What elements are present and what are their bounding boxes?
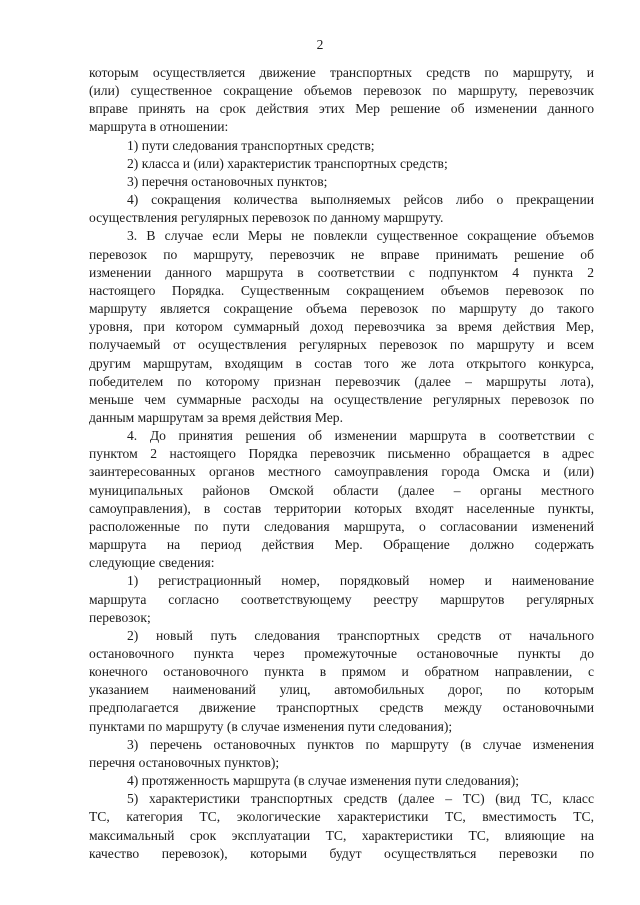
text-line: 3. В случае если Меры не повлекли существенное сокращение объемов bbox=[127, 228, 594, 244]
page-number: 2 bbox=[316, 37, 324, 52]
text-line: (или) существенное сокращение объемов перевозок по маршруту, перевозчик bbox=[89, 83, 594, 99]
text-line: уровня, при котором суммарный доход перевозчика за время действия Мер, bbox=[89, 319, 594, 335]
text-line: качество перевозок), которыми будут осуществляться перевозки по bbox=[89, 845, 594, 861]
text-line: маршрута согласно соответствующему реестру маршрутов регулярных bbox=[89, 591, 594, 607]
text-line: маршруту является сокращение объема перевозок по маршруту до такого bbox=[89, 301, 594, 317]
text-line: настоящего Порядка. Существенным сокращением объемов перевозок по bbox=[89, 282, 594, 298]
text-line: 3) перечень остановочных пунктов по маршруту (в случае изменения bbox=[127, 736, 594, 752]
text-line: указанием наименований улиц, автомобильных дорог, по которым bbox=[89, 682, 594, 698]
text-line: которым осуществляется движение транспортных средств по маршруту, и bbox=[89, 65, 594, 80]
text-line: получаемый от осуществления регулярных перевозок по маршруту и всем bbox=[89, 337, 594, 353]
text-line: маршрута на период действия Мер. Обращение должно содержать bbox=[89, 537, 594, 553]
text-line: конечного остановочного пункта в прямом и обратном направлении, с bbox=[89, 664, 594, 680]
text-line: 2) новый путь следования транспортных средств от начального bbox=[127, 627, 594, 643]
text-line: следующие сведения: bbox=[89, 555, 215, 571]
text-line: предполагается движение транспортных средств между остановочными bbox=[89, 700, 594, 716]
text-line: перевозок; bbox=[89, 609, 151, 625]
text-line: 1) регистрационный номер, порядковый номер и наименование bbox=[127, 573, 594, 589]
text-line: изменении данного маршрута в соответствии с подпунктом 4 пункта 2 bbox=[89, 264, 594, 280]
text-line: маршрута в отношении: bbox=[89, 119, 229, 135]
text-line: пунктами по маршруту (в случае изменения пути следования); bbox=[89, 718, 453, 734]
text-line: меньше чем суммарные расходы на осуществление регулярных перевозок по bbox=[89, 391, 594, 407]
document-body bbox=[89, 64, 594, 863]
text-line: 2) класса и (или) характеристик транспортных средств; bbox=[127, 155, 448, 171]
text-line: другим маршрутам, входящим в состав того же лота открытого конкурса, bbox=[89, 355, 594, 371]
text-line: перевозок по маршруту, перевозчик не вправе принимать решение об bbox=[89, 246, 594, 262]
text-line: максимальный срок эксплуатации ТС, характеристики ТС, влияющие на bbox=[89, 827, 594, 843]
text-line: 4) протяженность маршрута (в случае изменения пути следования); bbox=[127, 773, 519, 789]
text-line: вправе принять на срок действия этих Мер решение об изменении данного bbox=[89, 101, 594, 117]
text-line: заинтересованных органов местного самоуправления города Омска и (или) bbox=[89, 464, 594, 480]
text-line: перечня остановочных пунктов); bbox=[89, 754, 280, 770]
text-line: 4. До принятия решения об изменении маршрута в соответствии с bbox=[127, 428, 594, 444]
text-line: данным маршрутам за время действия Мер. bbox=[89, 409, 343, 425]
text-line: муниципальных районов Омской области (далее – органы местного bbox=[89, 482, 594, 498]
text-line: ТС, категория ТС, экологические характеристики ТС, вместимость ТС, bbox=[89, 809, 594, 825]
text-line: расположенные по пути следования маршрута, о согласовании изменений bbox=[89, 518, 594, 534]
text-line: осуществления регулярных перевозок по данному маршруту. bbox=[89, 210, 444, 226]
text-line: 4) сокращения количества выполняемых рейсов либо о прекращении bbox=[127, 192, 594, 208]
text-line: 1) пути следования транспортных средств; bbox=[127, 137, 375, 153]
text-line: остановочного пункта через промежуточные остановочные пункты до bbox=[89, 646, 594, 661]
text-line: самоуправления), в состав территории которых входят населенные пункты, bbox=[89, 500, 594, 516]
text-line: 3) перечня остановочных пунктов; bbox=[127, 173, 328, 189]
text-line: пунктом 2 настоящего Порядка перевозчик письменно обращается в адрес bbox=[89, 446, 594, 462]
text-line: победителем по которому признан перевозчик (далее – маршруты лота), bbox=[89, 373, 594, 389]
text-line: 5) характеристики транспортных средств (далее – ТС) (вид ТС, класс bbox=[127, 791, 594, 807]
